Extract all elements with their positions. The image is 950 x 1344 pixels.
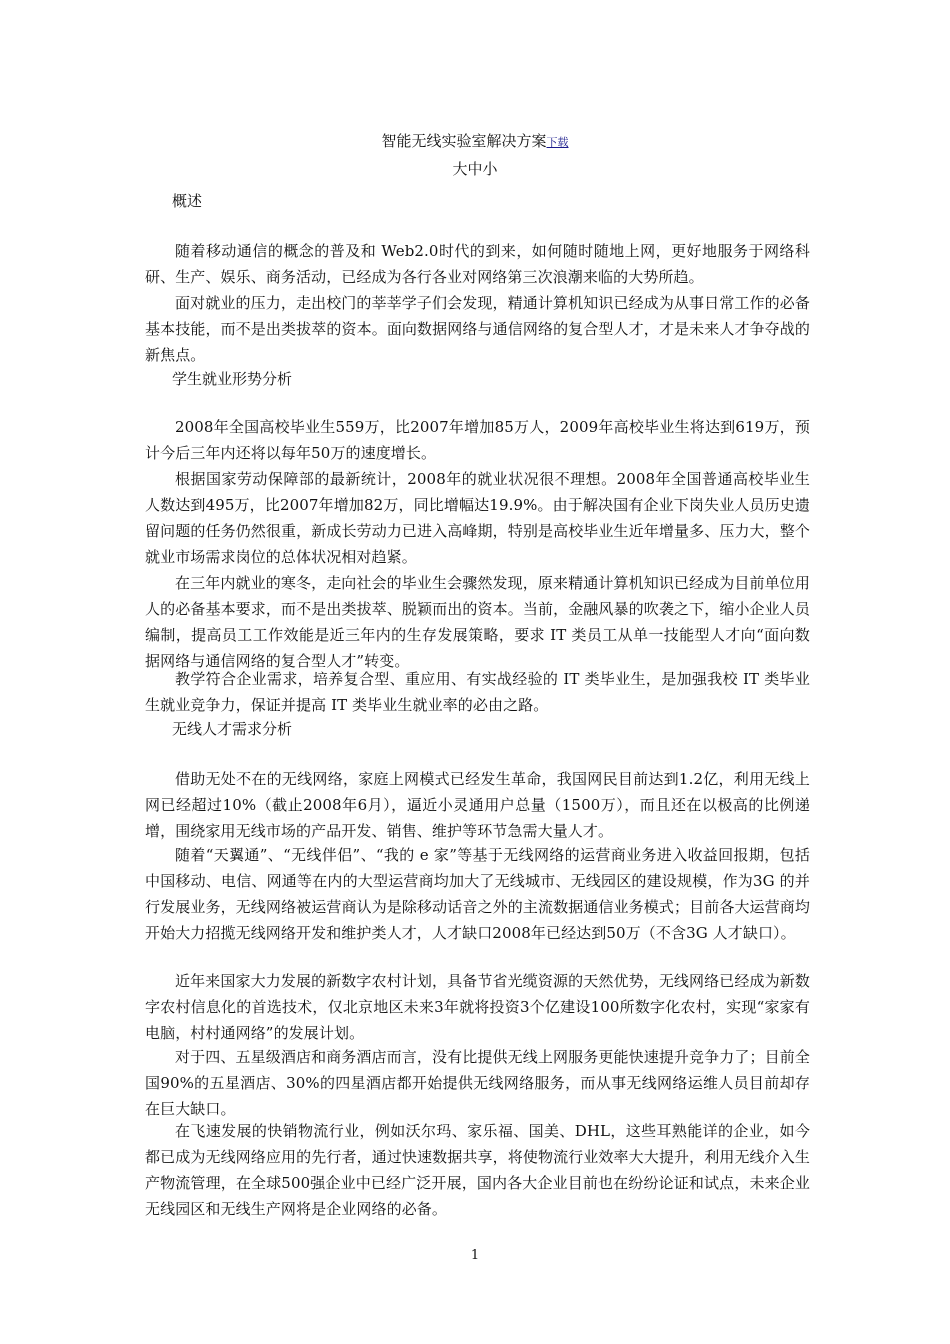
paragraph: 面对就业的压力，走出校门的莘莘学子们会发现，精通计算机知识已经成为从事日常工作的必备基本技能，而不是出类拔萃的资本。面向数据网络与通信网络的复合型人才，才是未来人才争夺战的新焦点。 — [145, 294, 810, 364]
paragraph: 根据国家劳动保障部的最新统计，2008年的就业状况很不理想。2008年全国普通高校毕业生人数达到495万，比2007年增加82万，同比增幅达19.9%。由于解决国有企业下岗失业人员历史遗留问题的任务仍然很重，新成长劳动力已进入高峰期，特别是高校毕业生近年增量多、压力大，整个就业市场需求岗位的总体状况相对趋紧。 — [145, 470, 810, 566]
title-text: 智能无线实验室解决方案 — [381, 132, 547, 150]
section-heading-employment: 学生就业形势分析 — [172, 370, 293, 388]
font-size-selector[interactable]: 大中小 — [452, 160, 498, 178]
page-number: 1 — [470, 1248, 480, 1263]
document-title — [0, 130, 950, 154]
paragraph: 随着“天翼通”、“无线伴侣”、“我的 e 家”等基于无线网络的运营商业务进入收益回报期，包括中国移动、电信、网通等在内的大型运营商均加大了无线城市、无线园区的建设规模，作为3G 的并行发展业务，无线网络被运营商认为是除移动话音之外的主流数据通信业务模式；目前各大运营商均开始大力招揽无线网络开发和维护类人才，人才缺口2008年已经达到50万（不含3G 人才缺口）。 — [145, 846, 810, 942]
download-link[interactable]: 下载 — [546, 136, 569, 149]
paragraph: 在三年内就业的寒冬，走向社会的毕业生会骤然发现，原来精通计算机知识已经成为目前单位用人的必备基本要求，而不是出类拔萃、脱颖而出的资本。当前，金融风暴的吹袭之下，缩小企业人员编制，提高员工工作效能是近三年内的生存发展策略，要求 IT 类员工从单一技能型人才向“面向数据网络与通信网络的复合型人才”转变。 — [145, 574, 810, 670]
paragraph: 近年来国家大力发展的新数字农村计划，具备节省光缆资源的天然优势，无线网络已经成为新数字农村信息化的首选技术，仅北京地区未来3年就将投资3个亿建设100所数字化农村，实现“家家有电脑，村村通网络”的发展计划。 — [145, 972, 810, 1042]
paragraph: 随着移动通信的概念的普及和 Web2.0时代的到来，如何随时随地上网，更好地服务于网络科研、生产、娱乐、商务活动，已经成为各行各业对网络第三次浪潮来临的大势所趋。 — [145, 242, 810, 286]
paragraph: 对于四、五星级酒店和商务酒店而言，没有比提供无线上网服务更能快速提升竞争力了；目前全国90%的五星酒店、30%的四星酒店都开始提供无线网络服务，而从事无线网络运维人员目前却存在巨大缺口。 — [145, 1048, 810, 1118]
section-heading-wireless: 无线人才需求分析 — [172, 720, 293, 738]
paragraph: 在飞速发展的快销物流行业，例如沃尔玛、家乐福、国美、DHL，这些耳熟能详的企业，如今都已成为无线网络应用的先行者，通过快速数据共享，将使物流行业效率大大提升，利用无线介入生产物流管理，在全球500强企业中已经广泛开展，国内各大企业目前也在纷纷论证和试点，未来企业无线园区和无线生产网将是企业网络的必备。 — [145, 1122, 810, 1218]
paragraph: 教学符合企业需求，培养复合型、重应用、有实战经验的 IT 类毕业生，是加强我校 IT 类毕业生就业竞争力，保证并提高 IT 类毕业生就业率的必由之路。 — [145, 670, 810, 714]
paragraph: 2008年全国高校毕业生559万，比2007年增加85万人，2009年高校毕业生将达到619万，预计今后三年内还将以每年50万的速度增长。 — [145, 418, 810, 462]
paragraph: 借助无处不在的无线网络，家庭上网模式已经发生革命，我国网民目前达到1.2亿，利用无线上网已经超过10%（截止2008年6月），逼近小灵通用户总量（1500万），而且还在以极高的比例递增，围绕家用无线市场的产品开发、销售、维护等环节急需大量人才。 — [145, 770, 810, 840]
section-heading-overview: 概述 — [172, 192, 203, 210]
